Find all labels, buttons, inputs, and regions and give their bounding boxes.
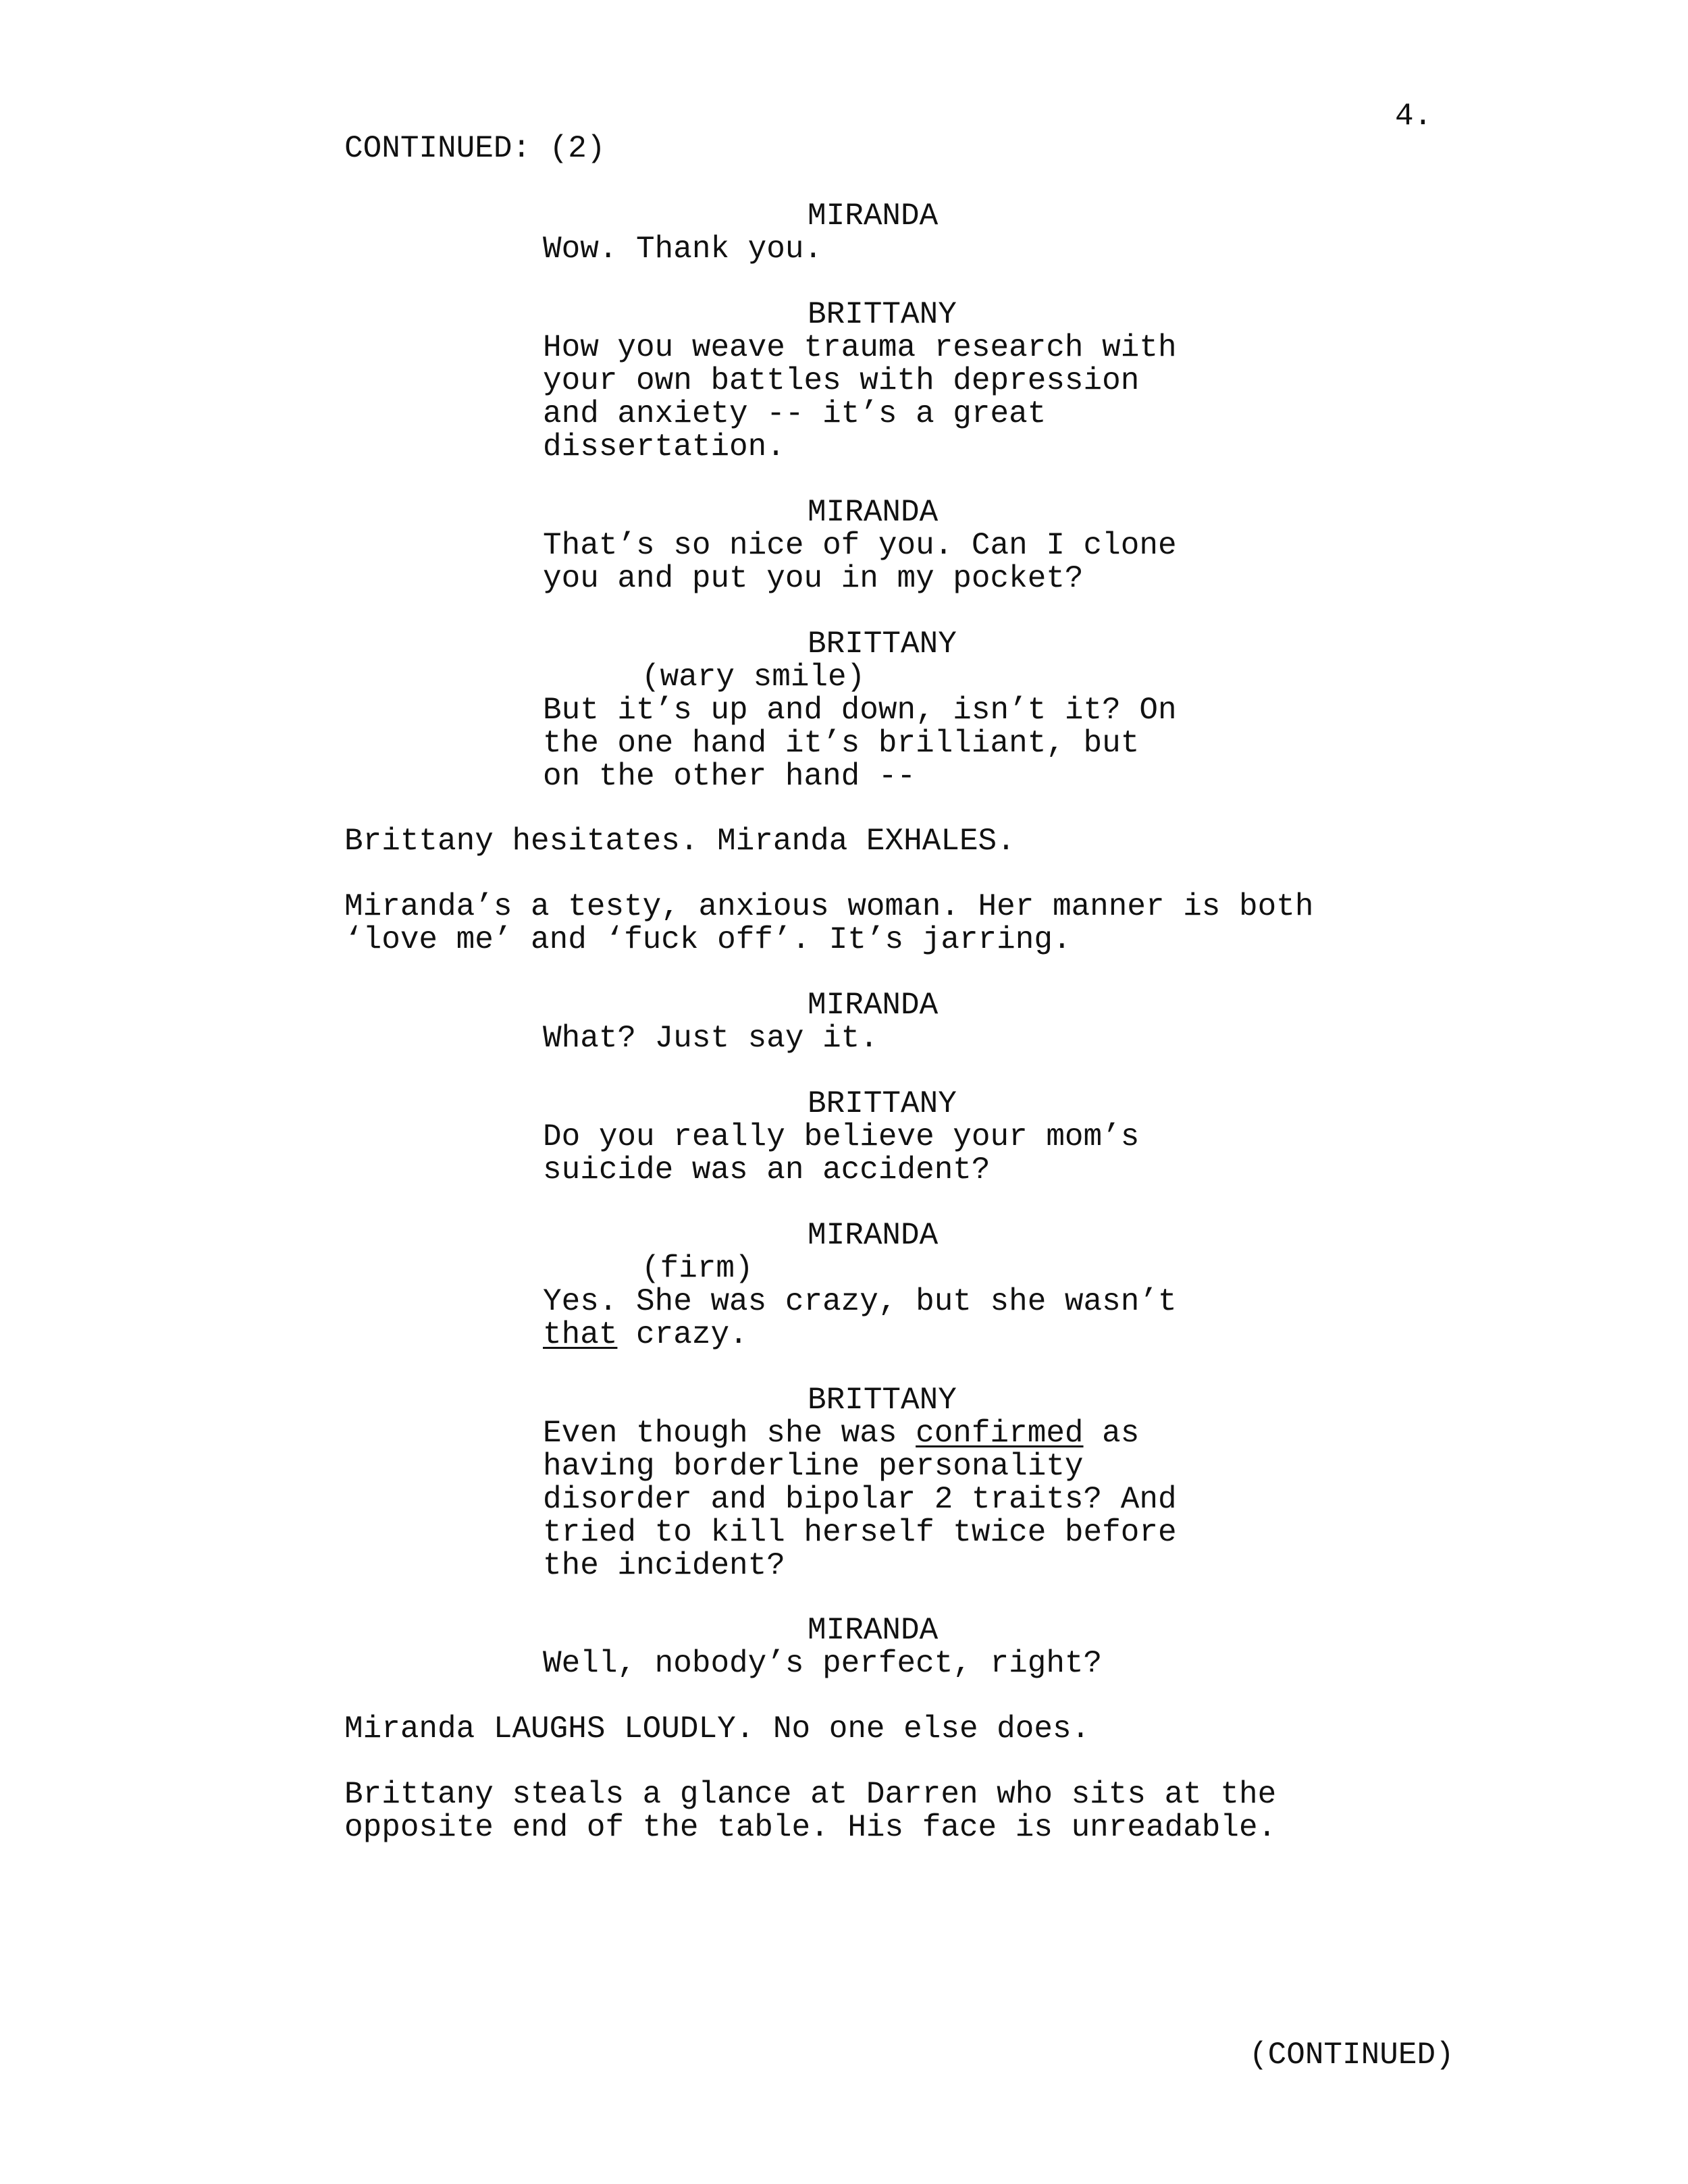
dialogue-text: Even though she was [543, 1416, 916, 1451]
dialogue-line: on the other hand -- [543, 759, 916, 794]
action [344, 1713, 1090, 1746]
dialogue-line: dissertation. [543, 429, 785, 464]
dialogue [543, 1417, 1177, 1582]
dialogue-line: Do you really believe your mom’s [543, 1119, 1140, 1154]
dialogue-line: your own battles with depression [543, 363, 1140, 398]
dialogue-line: suicide was an accident? [543, 1152, 991, 1188]
dialogue-line [543, 1417, 1177, 1450]
underlined-word: that [543, 1317, 618, 1352]
dialogue-line: What? Just say it. [543, 1021, 878, 1056]
dialogue-line: and anxiety -- it’s a great [543, 396, 1047, 431]
dialogue-text: as [1083, 1416, 1140, 1451]
character-cue: MIRANDA [808, 495, 939, 530]
action-line: Brittany hesitates. Miranda EXHALES. [344, 824, 1016, 859]
continued-footer: (CONTINUED) [1249, 2037, 1454, 2073]
parenthetical: (firm) [641, 1251, 754, 1286]
dialogue-line: disorder and bipolar 2 traits? And [543, 1482, 1177, 1517]
underlined-word: confirmed [916, 1416, 1084, 1451]
dialogue [543, 331, 1177, 464]
dialogue-line: How you weave trauma research with [543, 330, 1177, 365]
parenthetical: (wary smile) [641, 660, 866, 695]
character-cue: BRITTANY [808, 627, 957, 662]
action-line: ‘love me’ and ‘fuck off’. It’s jarring. [344, 922, 1072, 957]
character-cue: BRITTANY [808, 1383, 957, 1418]
character-cue: BRITTANY [808, 297, 957, 332]
dialogue-line: Wow. Thank you. [543, 232, 823, 267]
action [344, 825, 1016, 858]
page-number: 4. [1395, 99, 1433, 134]
action [344, 890, 1313, 957]
action-line: Brittany steals a glance at Darren who sits at the [344, 1777, 1277, 1812]
dialogue-line: tried to kill herself twice before [543, 1515, 1177, 1550]
dialogue-line [543, 1319, 1177, 1352]
action-line: Miranda’s a testy, anxious woman. Her manner is both [344, 889, 1314, 924]
action-line: opposite end of the table. His face is unreadable. [344, 1810, 1277, 1845]
dialogue [543, 1121, 1139, 1187]
dialogue [543, 1022, 878, 1055]
dialogue-line: Yes. She was crazy, but she wasn’t [543, 1284, 1177, 1319]
dialogue [543, 694, 1177, 793]
character-cue: MIRANDA [808, 1613, 939, 1648]
dialogue [543, 233, 822, 266]
dialogue-line: That’s so nice of you. Can I clone [543, 528, 1177, 563]
dialogue-line: you and put you in my pocket? [543, 561, 1084, 596]
character-cue: MIRANDA [808, 198, 939, 234]
action [344, 1778, 1276, 1844]
action-line: Miranda LAUGHS LOUDLY. No one else does. [344, 1711, 1090, 1747]
dialogue-line: the one hand it’s brilliant, but [543, 726, 1140, 761]
character-cue: BRITTANY [808, 1086, 957, 1121]
character-cue: MIRANDA [808, 1218, 939, 1253]
dialogue [543, 529, 1177, 595]
dialogue [543, 1647, 1102, 1680]
dialogue-line: having borderline personality [543, 1449, 1084, 1484]
dialogue-line: But it’s up and down, isn’t it? On [543, 693, 1177, 728]
character-cue: MIRANDA [808, 988, 939, 1023]
dialogue-line: the incident? [543, 1548, 785, 1583]
dialogue-line: Well, nobody’s perfect, right? [543, 1646, 1103, 1681]
dialogue [543, 1285, 1177, 1352]
continued-header: CONTINUED: (2) [344, 131, 606, 166]
dialogue-text: crazy. [617, 1317, 748, 1352]
